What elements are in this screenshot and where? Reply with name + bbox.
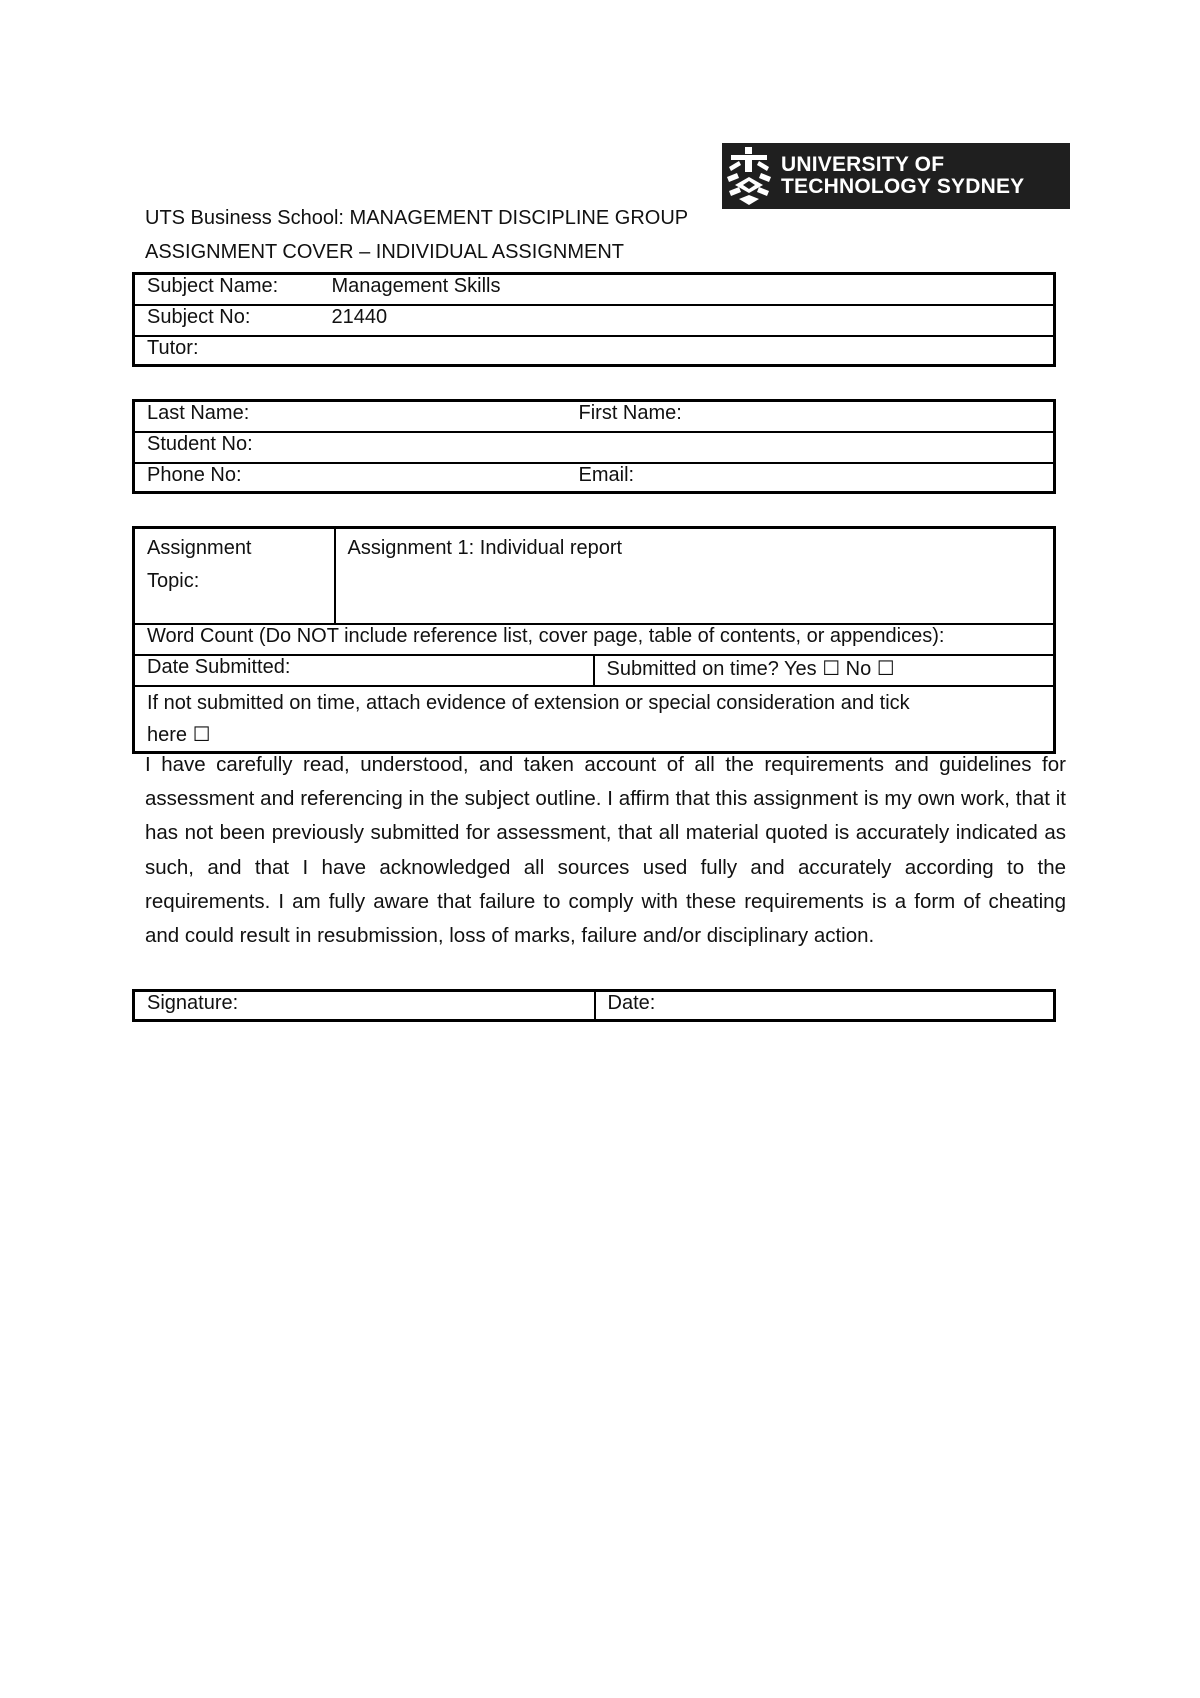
assignment-table: [132, 526, 1056, 754]
assignment-topic-value[interactable]: Assignment 1: Individual report: [335, 528, 1055, 624]
first-name-label[interactable]: First Name:: [567, 401, 1055, 432]
subject-no-label: Subject No:: [134, 305, 320, 336]
signature-table: [132, 989, 1056, 1022]
extension-notice[interactable]: [134, 686, 1055, 753]
school-heading: UTS Business School: MANAGEMENT DISCIPLINE GROUP: [145, 207, 689, 229]
subject-no-value[interactable]: 21440: [320, 305, 1055, 336]
extension-line-1: If not submitted on time, attach evidence of extension or special consideration and tick: [147, 691, 910, 714]
date-submitted-label[interactable]: Date Submitted:: [134, 655, 594, 686]
logo-line-2: TECHNOLOGY SYDNEY: [781, 175, 1025, 198]
phone-label[interactable]: Phone No:: [134, 463, 567, 493]
subject-name-label: Subject Name:: [134, 274, 320, 305]
student-no-label[interactable]: Student No:: [134, 432, 1055, 463]
subject-name-value[interactable]: Management Skills: [320, 274, 1055, 305]
uts-logo-icon: [725, 145, 773, 207]
word-count-label[interactable]: Word Count (Do NOT include reference list, cover page, table of contents, or appendices):: [134, 624, 1055, 655]
extension-line-2[interactable]: here ☐: [147, 723, 211, 746]
logo-line-1: UNIVERSITY OF: [781, 153, 945, 176]
declaration-text: I have carefully read, understood, and taken account of all the requirements and guidelines for assessment and referencing in the subject outline. I affirm that this assignment is my own work, that it has not been previously submitted for assessment, that all material quoted is accurately indicated as such, and that I have acknowledged all sources used fully and accurately according to the requirements. I am fully aware that failure to comply with these requirements is a form of cheating and could result in resubmission, loss of marks, failure and/or disciplinary action.: [145, 753, 1066, 948]
assignment-topic-label: [134, 528, 335, 624]
email-label[interactable]: Email:: [567, 463, 1055, 493]
uts-logo: [722, 143, 1070, 209]
topic-label-line-2: Topic:: [147, 570, 200, 592]
topic-label-line-1: Assignment: [147, 537, 252, 559]
subject-table: [132, 272, 1056, 367]
signature-date-label[interactable]: Date:: [595, 991, 1055, 1021]
last-name-label[interactable]: Last Name:: [134, 401, 567, 432]
signature-label[interactable]: Signature:: [134, 991, 595, 1021]
submitted-on-time[interactable]: Submitted on time? Yes ☐ No ☐: [594, 655, 1055, 686]
student-table: [132, 399, 1056, 494]
tutor-label: Tutor:: [134, 336, 320, 366]
tutor-value[interactable]: [320, 336, 1055, 366]
cover-heading: ASSIGNMENT COVER – INDIVIDUAL ASSIGNMENT: [145, 241, 624, 263]
logo-wordmark: [781, 154, 1024, 198]
